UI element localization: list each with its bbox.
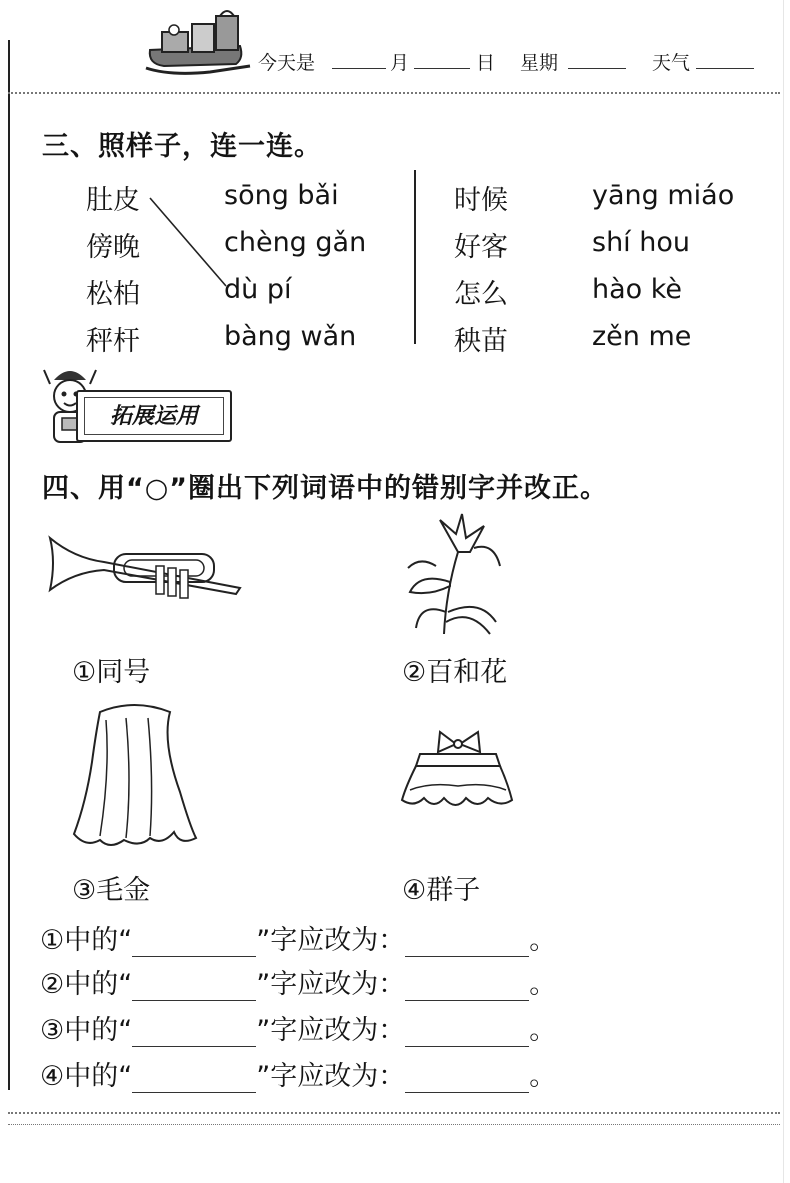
left-word: 秤杆 — [86, 326, 140, 357]
column-divider — [414, 170, 416, 344]
answer-middle: ”字应改为： — [256, 1015, 406, 1046]
wrong-char-blank[interactable] — [132, 976, 256, 1001]
correct-char-blank[interactable] — [405, 932, 529, 957]
picture-caption: ①同号 — [72, 657, 151, 688]
right-pinyin: zěn me — [592, 321, 692, 352]
answer-line — [40, 1008, 556, 1047]
left-pinyin: bàng wǎn — [224, 321, 357, 352]
answer-line — [40, 918, 556, 957]
right-word: 好客 — [454, 232, 508, 263]
wrong-char-blank[interactable] — [132, 1022, 256, 1047]
answer-line — [40, 962, 556, 1001]
answer-end: 。 — [529, 1015, 557, 1046]
weekday-label: 星期 — [520, 52, 559, 74]
left-pinyin: chèng gǎn — [224, 227, 367, 258]
correct-char-blank[interactable] — [405, 1068, 529, 1093]
answer-prefix: ③中的“ — [40, 1015, 133, 1046]
trumpet-icon — [44, 532, 244, 612]
answer-end: 。 — [529, 925, 557, 956]
answer-prefix: ④中的“ — [40, 1061, 133, 1092]
right-pinyin: hào kè — [592, 274, 683, 305]
answer-prefix: ②中的“ — [40, 969, 133, 1000]
answer-line — [40, 1054, 556, 1093]
answer-end: 。 — [529, 969, 557, 1000]
left-word: 松柏 — [86, 279, 140, 310]
day-label: 日 — [476, 52, 496, 74]
answer-middle: ”字应改为： — [256, 925, 406, 956]
right-word: 秧苗 — [454, 326, 508, 357]
weather-label: 天气 — [652, 52, 691, 74]
right-pinyin: yāng miáo — [592, 180, 735, 211]
month-label: 月 — [390, 52, 410, 74]
right-word: 怎么 — [454, 279, 508, 310]
lily-icon — [400, 512, 510, 636]
picture-caption: ④群子 — [402, 875, 481, 906]
left-pinyin: sōng bǎi — [224, 180, 339, 211]
wrong-char-blank[interactable] — [132, 932, 256, 957]
section-4-title: 四、用“○”圈出下列词语中的错别字并改正。 — [42, 473, 609, 504]
footer-divider — [8, 1124, 780, 1125]
extension-banner — [40, 360, 240, 448]
left-word: 肚皮 — [86, 185, 140, 216]
left-word: 傍晚 — [86, 232, 140, 263]
section-3-title: 三、照样子，连一连。 — [42, 131, 322, 162]
left-pinyin: dù pí — [224, 274, 292, 305]
banner-label: 拓展运用 — [109, 403, 198, 429]
skirt-icon — [400, 730, 516, 816]
answer-end: 。 — [529, 1061, 557, 1092]
blanket-icon — [70, 702, 200, 852]
right-word: 时候 — [454, 185, 508, 216]
answer-prefix: ①中的“ — [40, 925, 133, 956]
picture-caption: ③毛金 — [72, 875, 151, 906]
picture-caption: ②百和花 — [402, 657, 508, 688]
wrong-char-blank[interactable] — [132, 1068, 256, 1093]
banner-scroll — [76, 390, 232, 442]
answer-middle: ”字应改为： — [256, 969, 406, 1000]
correct-char-blank[interactable] — [405, 976, 529, 1001]
correct-char-blank[interactable] — [405, 1022, 529, 1047]
today-label: 今天是 — [258, 52, 316, 74]
answer-middle: ”字应改为： — [256, 1061, 406, 1092]
footer-divider — [8, 1112, 780, 1114]
right-pinyin: shí hou — [592, 227, 691, 258]
